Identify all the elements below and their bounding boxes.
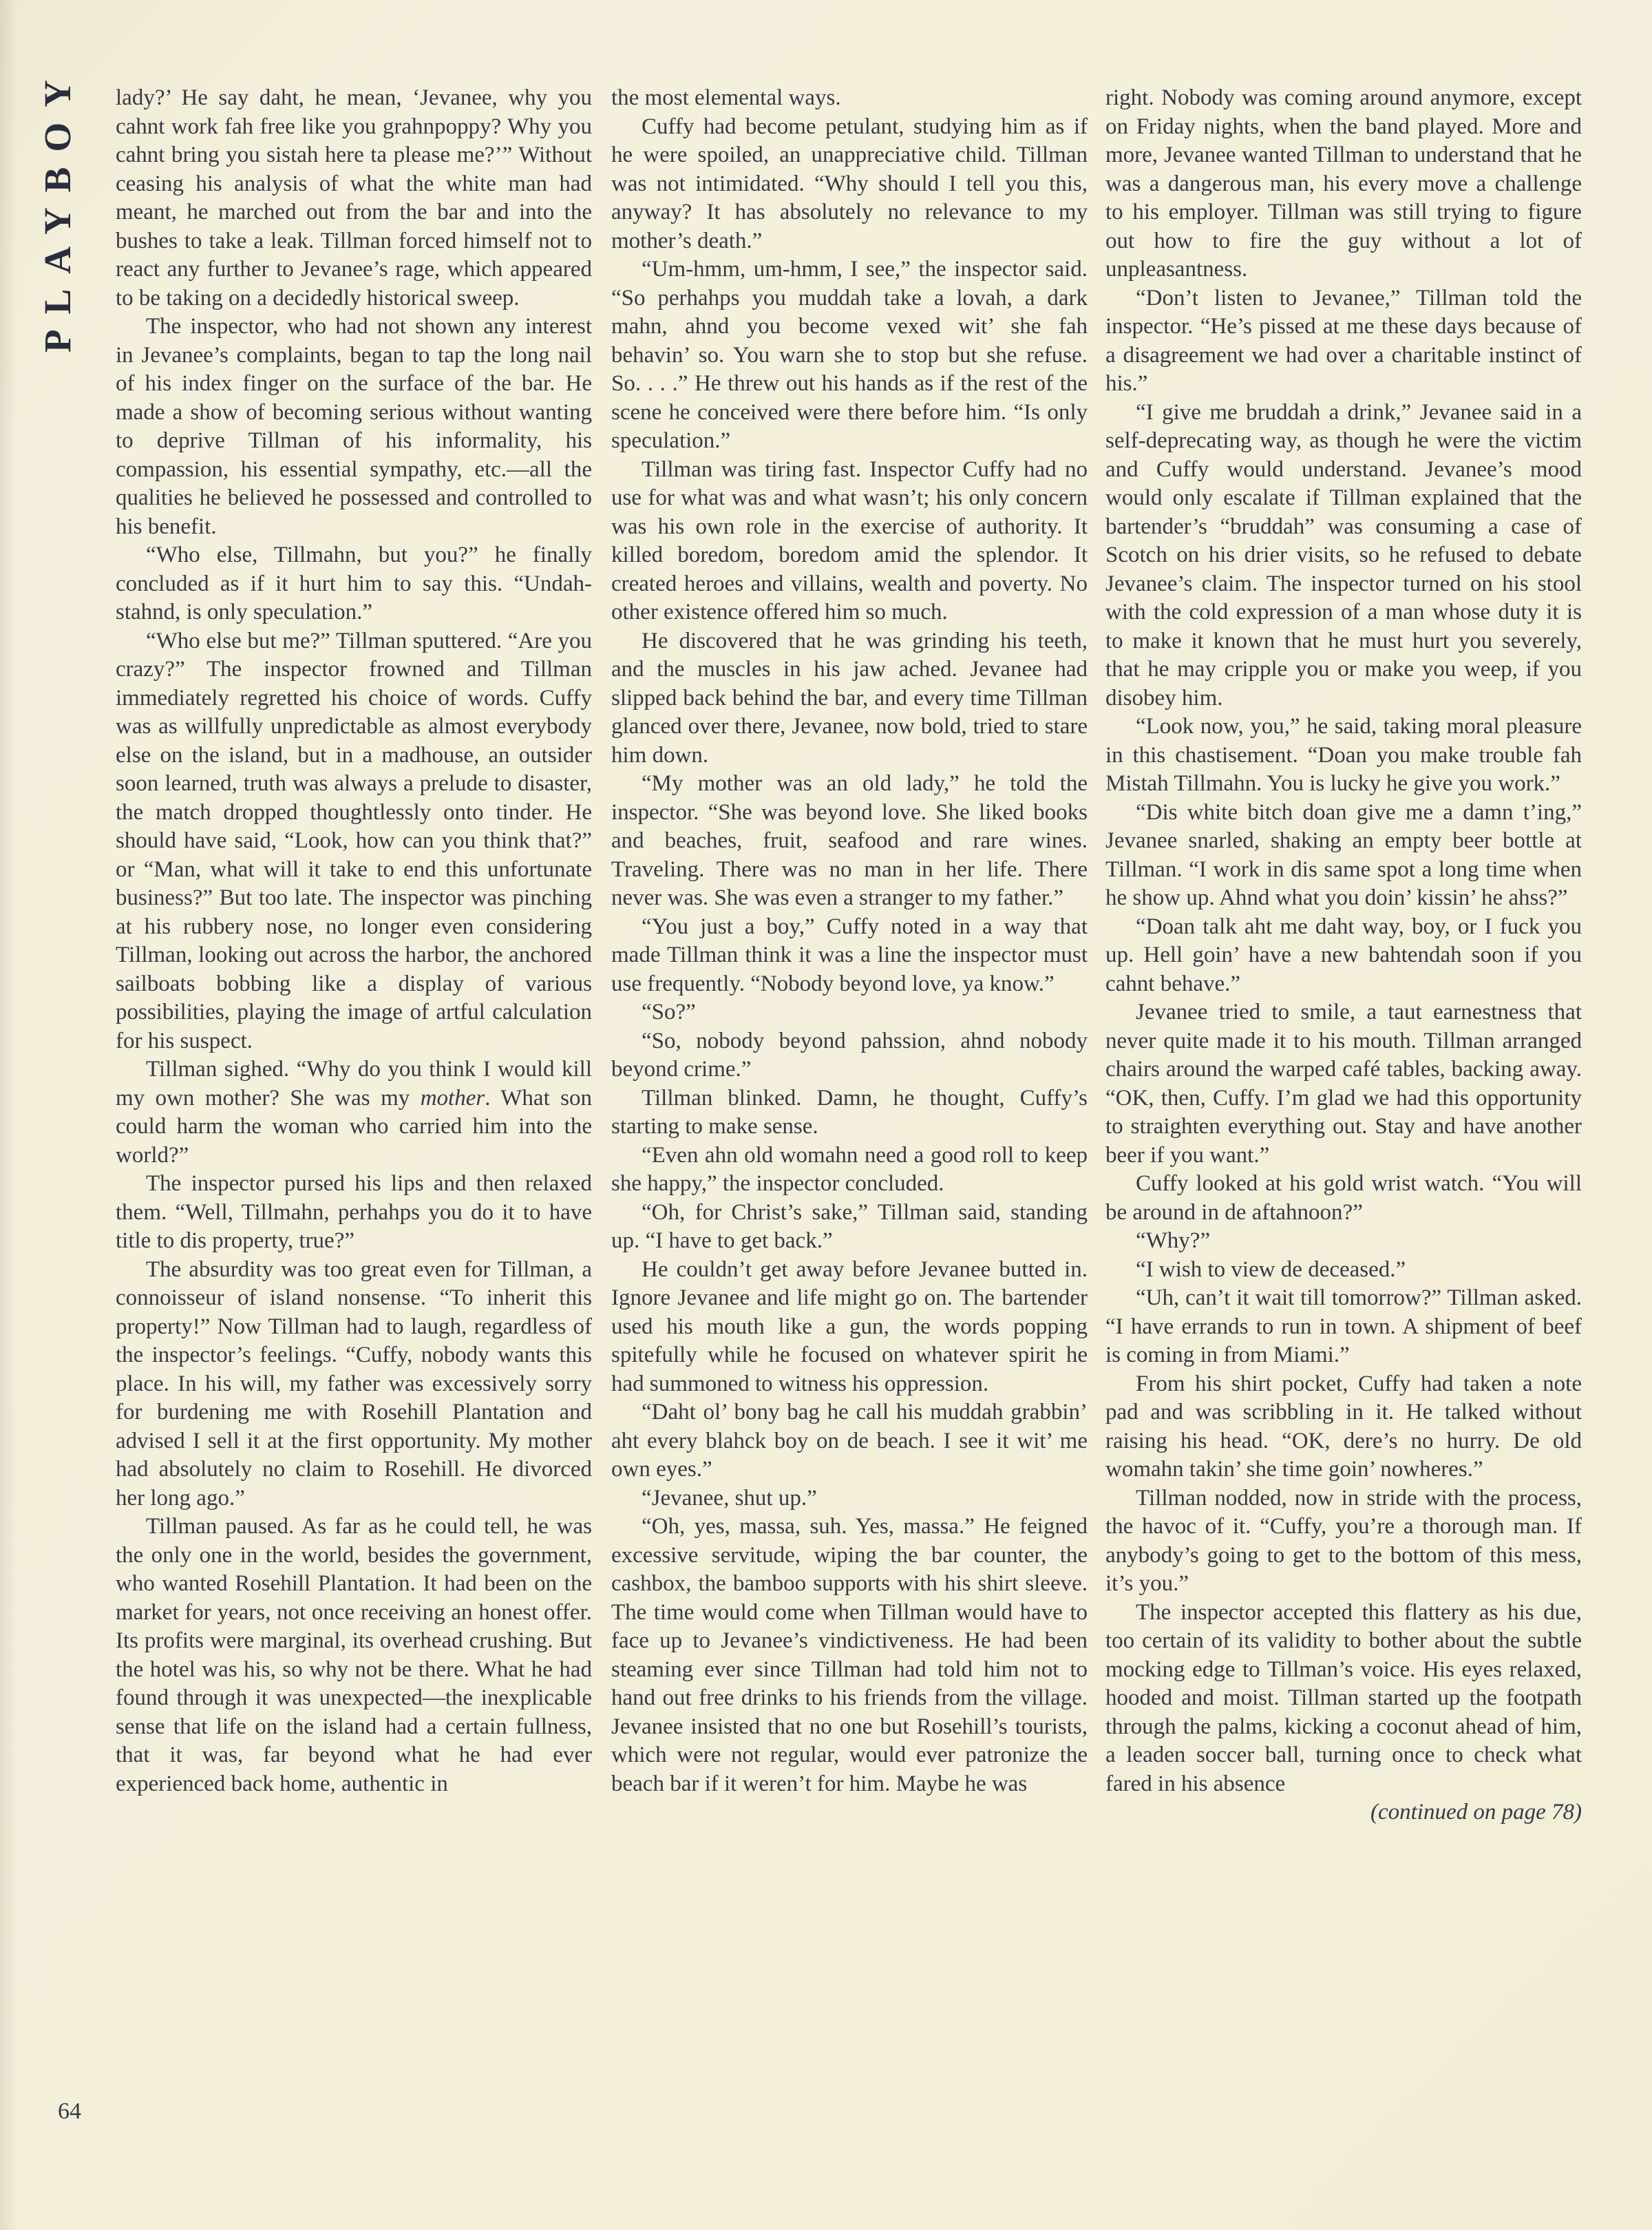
body-paragraph: Tillman blinked. Damn, he thought, Cuffy’s starting to make sense.	[611, 1085, 1088, 1139]
body-paragraph: right. Nobody was coming around anymore, except on Friday nights, when the band played. More and more, Jevanee wanted Tillman to understand that he was a dangerous man, his every move a challenge to his employer. Tillman was still trying to figure out how to fire the guy without a lot of unpleasantness.	[1105, 85, 1582, 282]
continuation-note: (continued on page 78)	[1370, 1800, 1582, 1824]
body-paragraph: “I wish to view de deceased.”	[1136, 1256, 1406, 1282]
body-paragraph: “Jevanee, shut up.”	[642, 1485, 817, 1511]
body-paragraph: “Uh, can’t it wait till tomorrow?” Tillman asked. “I have errands to run in town. A shipment of beef is coming in from Miami.”	[1105, 1285, 1582, 1367]
body-paragraph: “Don’t listen to Jevanee,” Tillman told the inspector. “He’s pissed at me these days because of a disagreement we had over a charitable instinct of his.”	[1105, 285, 1582, 396]
text-column-right	[1105, 84, 1582, 1827]
body-paragraph: From his shirt pocket, Cuffy had taken a note pad and was scribbling in it. He talked without raising his head. “OK, dere’s no hurry. De old womahn takin’ she time goin’ nowheres.”	[1105, 1371, 1582, 1482]
body-paragraph: “Oh, yes, massa, suh. Yes, massa.” He feigned excessive servitude, wiping the bar counter, the cashbox, the bamboo supports with his shirt sleeve. The time would come when Tillman would have to face up to Jevanee’s vindictiveness. He had been steaming ever since Tillman had told him not to hand out free drinks to his friends from the village. Jevanee insisted that no one but Rosehill’s tourists, which were not regular, would ever patronize the beach bar if it weren’t for him. Maybe he was	[611, 1514, 1088, 1796]
body-paragraph: “Who else, Tillmahn, but you?” he finally concluded as if it hurt him to say this. “Undah-stahnd, is only speculation.”	[116, 543, 592, 624]
body-paragraph: “Um-hmm, um-hmm, I see,” the inspector said. “So perhahps you muddah take a lovah, a dark mahn, ahnd you become vexed wit’ she fah behavin’ so. You warn she to stop but she refuse. So. . . .” He threw out his hands as if the rest of the scene he conceived were there before him. “Is only speculation.”	[611, 257, 1088, 453]
body-paragraph: Tillman paused. As far as he could tell, he was the only one in the world, besides the government, who wanted Rosehill Plantation. It had been on the market for years, not once receiving an honest offer. Its profits were marginal, its overhead crushing. But the hotel was his, so why not be there. What he had found through it was unexpected—the inexplicable sense that life on the island had a certain fullness, that it was, far beyond what he had ever experienced back home, authentic in	[116, 1514, 592, 1796]
body-paragraph: “My mother was an old lady,” he told the inspector. “She was beyond love. She liked books and beaches, fruit, seafood and rare wines. Traveling. There was no man in her life. There never was. She was even a stranger to my father.”	[611, 771, 1088, 910]
body-paragraph: Jevanee tried to smile, a taut earnestness that never quite made it to his mouth. Tillman arranged chairs around the warped café tables, backing away. “OK, then, Cuffy. I’m glad we had this opportunity to straighten everything out. Stay and have another beer if you want.”	[1105, 1000, 1582, 1168]
body-paragraph: The inspector accepted this flattery as his due, too certain of its validity to bother about the subtle mocking edge to Tillman’s voice. His eyes relaxed, hooded and moist. Tillman started up the footpath through the palms, kicking a coconut ahead of him, a leaden soccer ball, turning once to check what fared in his absence	[1105, 1599, 1582, 1796]
body-paragraph: “Doan talk aht me daht way, boy, or I fuck you up. Hell goin’ have a new bahtendah soon if you cahnt behave.”	[1105, 914, 1582, 996]
text-column-left	[116, 84, 592, 1798]
body-paragraph: “Who else but me?” Tillman sputtered. “Are you crazy?” The inspector frowned and Tillman immediately regretted his choice of words. Cuffy was as willfully unpredictable as almost everybody else on the island, but in a madhouse, an outsider soon learned, truth was always a prelude to disaster, the match dropped thoughtlessly onto tinder. He should have said, “Look, how can you think that?” or “Man, what will it take to end this unfortunate business?” But too late. The inspector was pinching at his rubbery nose, no longer even considering Tillman, looking out across the harbor, the anchored sailboats bobbing like a display of various possibilities, playing the image of artful calculation for his suspect.	[116, 628, 592, 1053]
body-paragraph: the most elemental ways.	[611, 85, 841, 110]
body-paragraph: He discovered that he was grinding his teeth, and the muscles in his jaw ached. Jevanee had slipped back behind the bar, and every time Tillman glanced over there, Jevanee, now bold, tried to stare him down.	[611, 628, 1088, 768]
body-paragraph: “Oh, for Christ’s sake,” Tillman said, standing up. “I have to get back.”	[611, 1199, 1088, 1253]
body-paragraph: The absurdity was too great even for Tillman, a connoisseur of island nonsense. “To inherit this property!” Now Tillman had to laugh, regardless of the inspector’s feelings. “Cuffy, nobody wants this place. In his will, my father was excessively sorry for burdening me with Rosehill Plantation and advised I sell it at the first opportunity. My mother had absolutely no claim to Rosehill. He divorced her long ago.”	[116, 1256, 592, 1511]
page-number: 64	[58, 2098, 81, 2124]
body-paragraph: “So?”	[642, 1000, 696, 1024]
body-paragraph: He couldn’t get away before Jevanee butted in. Ignore Jevanee and life might go on. The bartender used his mouth like a gun, the words popping spitefully while he focused on whatever spirit he had summoned to witness his oppression.	[611, 1256, 1088, 1396]
body-paragraph: The inspector pursed his lips and then relaxed them. “Well, Tillmahn, perhahps you do it to have title to dis property, true?”	[116, 1171, 592, 1253]
text-column-middle	[611, 84, 1088, 1798]
body-paragraph: “Why?”	[1136, 1228, 1211, 1253]
body-paragraph: “You just a boy,” Cuffy noted in a way that made Tillman think it was a line the inspector must use frequently. “Nobody beyond love, ya know.”	[611, 914, 1088, 996]
body-paragraph: “Even ahn old womahn need a good roll to keep she happy,” the inspector concluded.	[611, 1142, 1088, 1196]
body-paragraph: “Daht ol’ bony bag he call his muddah grabbin’ aht every blahck boy on de beach. I see it wit’ me own eyes.”	[611, 1400, 1088, 1482]
body-paragraph: “Dis white bitch doan give me a damn t’ing,” Jevanee snarled, shaking an empty beer bottle at Tillman. “I work in dis same spot a long time when he show up. Ahnd what you doin’ kissin’ he ahss?”	[1105, 799, 1582, 910]
playboy-vertical-logo: PLAYBOY	[36, 65, 78, 353]
body-paragraph: Tillman nodded, now in stride with the process, the havoc of it. “Cuffy, you’re a thorough man. If anybody’s going to get to the bottom of this mess, it’s you.”	[1105, 1485, 1582, 1596]
body-paragraph: lady?’ He say daht, he mean, ‘Jevanee, why you cahnt work fah free like you grahnpoppy? Why you cahnt bring you sistah here ta please me?’” Without ceasing his analysis of what the white man had meant, he marched out from the bar and into the bushes to take a leak. Tillman forced himself not to react any further to Jevanee’s rage, which appeared to be taking on a decidedly historical sweep.	[116, 85, 592, 311]
body-paragraph: Cuffy had become petulant, studying him as if he were spoiled, an unappreciative child. Tillman was not intimidated. “Why should I tell you this, anyway? It has absolutely no relevance to my mother’s death.”	[611, 114, 1088, 253]
body-paragraph: The inspector, who had not shown any interest in Jevanee’s complaints, began to tap the long nail of his index finger on the surface of the bar. He made a show of becoming serious without wanting to deprive Tillman of his informality, his compassion, his essential sympathy, etc.—all the qualities he believed he possessed and controlled to his benefit.	[116, 314, 592, 539]
body-paragraph: “So, nobody beyond pahssion, ahnd nobody beyond crime.”	[611, 1028, 1088, 1082]
body-paragraph: Cuffy looked at his gold wrist watch. “You will be around in de aftahnoon?”	[1105, 1171, 1582, 1225]
body-paragraph: “I give me bruddah a drink,” Jevanee said in a self-deprecating way, as though he were the victim and Cuffy would understand. Jevanee’s mood would only escalate if Tillman explained that the bartender’s “bruddah” was consuming a case of Scotch on his drier visits, so he refused to debate Jevanee’s claim. The inspector turned on his stool with the cold expression of a man whose duty it is to make it known that he must hurt you severely, that he may cripple you or make you weep, if you disobey him.	[1105, 399, 1582, 711]
body-paragraph: Tillman was tiring fast. Inspector Cuffy had no use for what was and what wasn’t; his only concern was his own role in the exercise of authority. It killed boredom, boredom amid the splendor. It created heroes and villains, wealth and poverty. No other existence offered him so much.	[611, 456, 1088, 624]
body-paragraph: “Look now, you,” he said, taking moral pleasure in this chastisement. “Doan you make trouble fah Mistah Tillmahn. You is lucky he give you work.”	[1105, 714, 1582, 796]
body-paragraph: Tillman sighed. “Why do you think I would kill my own mother? She was my mother. What son could harm the woman who carried him into the world?”	[116, 1057, 593, 1168]
